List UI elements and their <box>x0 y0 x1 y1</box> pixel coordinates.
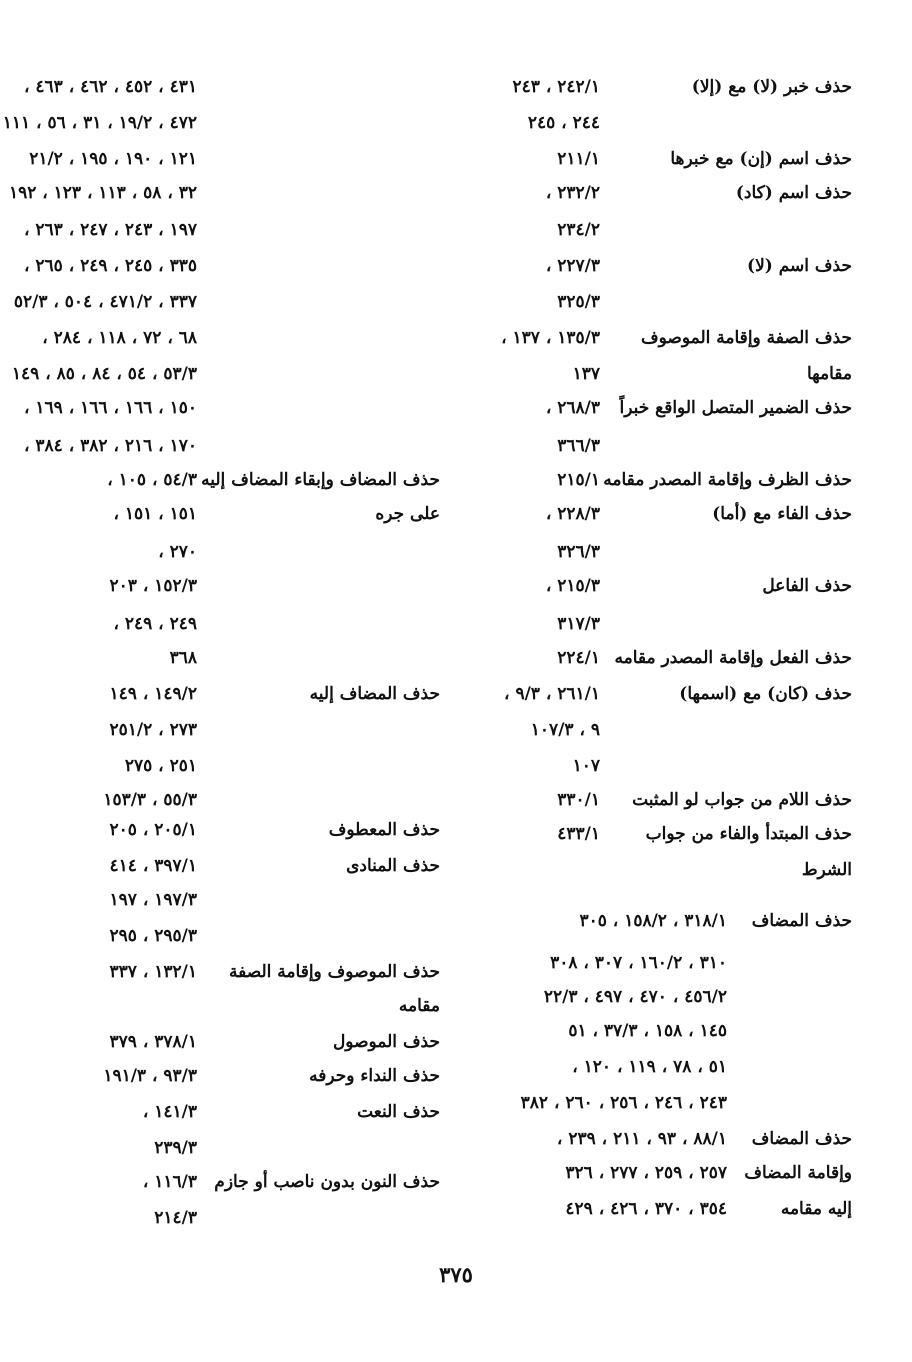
index-page-refs: ٢٤٩ ، ٢٤٩ ، <box>113 614 197 634</box>
index-term: حذف الصفة وإقامة الموصوف <box>641 328 852 348</box>
index-page-refs: ٣٣٥ ، ٢٤٥ ، ٢٤٩ ، ٢٦٥ ، <box>23 256 197 276</box>
index-page-refs: ٢٧٣ ، ٢٥١/٢ <box>109 720 197 740</box>
index-page-refs: ٣٦٨ <box>169 648 197 668</box>
index-term: حذف الفاعل <box>762 576 852 596</box>
index-page-refs: ٢٢٨/٣ ، <box>545 504 600 524</box>
index-page-refs: ٢٢٤/١ <box>557 648 600 668</box>
index-page-refs: ١٣٥/٣ ، ١٣٧ ، <box>501 328 600 348</box>
page-number: ٣٧٥ <box>439 1262 473 1287</box>
index-term: مقامه <box>398 996 440 1016</box>
index-page-refs: ١٩٧ ، ٢٤٣ ، ٢٤٧ ، ٢٦٣ ، <box>23 220 197 240</box>
index-term: حذف المضاف <box>751 1129 852 1149</box>
index-page-refs: ٢٤٢/١ ، ٢٤٣ <box>512 77 600 97</box>
index-term: حذف المضاف وإبقاء المضاف إليه <box>201 470 440 490</box>
index-term: حذف الموصول <box>332 1032 440 1052</box>
index-page-refs: ٣٧٨/١ ، ٣٧٩ <box>109 1032 197 1052</box>
index-page-refs: ٢٩٥/٣ ، ٢٩٥ <box>109 926 197 946</box>
index-term: حذف اسم (إن) مع خبرها <box>670 149 852 169</box>
index-term: حذف المعطوف <box>328 820 440 840</box>
index-page-refs: ٥٣/٣ ، ٥٤ ، ٨٤ ، ٨٥ ، ١٤٩ <box>11 364 197 384</box>
index-page-refs: ٢٧٠ ، <box>158 542 197 562</box>
index-page-refs: ٢٤٣ ، ٢٤٦ ، ٢٥٦ ، ٢٦٠ ، ٣٨٢ <box>520 1093 727 1113</box>
index-page-refs: ٦٨ ، ٧٢ ، ١١٨ ، ٢٨٤ ، <box>42 328 197 348</box>
index-page-refs: ٢١٥/١ <box>557 470 600 490</box>
index-page-refs: ٣٥٤ ، ٣٧٠ ، ٤٢٦ ، ٤٢٩ <box>565 1199 727 1219</box>
index-term: مقامها <box>806 364 852 384</box>
index-page-refs: ١٤٩/٢ ، ١٤٩ <box>109 684 197 704</box>
index-page-refs: ٣٣٧ ، ٤٧١/٢ ، ٥٠٤ ، ٥٢/٣ <box>13 292 197 312</box>
index-page-refs: ٢٣٢/٢ ، <box>545 183 600 203</box>
index-page-refs: ٢٦١/١ ، ٩/٣ ، <box>504 684 600 704</box>
index-page-refs: ١٣٢/١ ، ٣٣٧ <box>109 962 197 982</box>
index-term: حذف اسم (لا) <box>747 256 852 276</box>
index-page-refs: ٣٢ ، ٥٨ ، ١١٣ ، ١٢٣ ، ١٩٢ <box>8 183 197 203</box>
index-page-refs: ١٣٧ <box>572 364 600 384</box>
index-page-refs: ٢٠٥/١ ، ٢٠٥ <box>109 820 197 840</box>
index-term: على جره <box>375 504 440 524</box>
index-page-refs: ٣١٨/١ ، ١٥٨/٢ ، ٣٠٥ <box>579 911 727 931</box>
index-page-refs: ٤٧٢ ، ١٩/٢ ، ٣١ ، ٥٦ ، ١١١ <box>2 113 197 133</box>
index-page-refs: ٥١ ، ٧٨ ، ١١٩ ، ١٢٠ ، <box>572 1057 727 1077</box>
index-page-refs: ٥٥/٣ ، ١٥٣/٣ <box>103 790 197 810</box>
index-page-refs: ٩٣/٣ ، ١٩١/٣ <box>103 1066 197 1086</box>
index-page-refs: ٤٥٦/٢ ، ٤٧٠ ، ٤٩٧ ، ٢٢/٣ <box>543 987 727 1007</box>
index-page-refs: ٣٩٧/١ ، ٤١٤ <box>109 856 197 876</box>
index-term: الشرط <box>801 860 852 880</box>
index-term: حذف (كان) مع (اسمها) <box>679 684 852 704</box>
index-page-refs: ٣٣٠/١ <box>557 790 600 810</box>
index-term: حذف اللام من جواب لو المثبت <box>632 790 852 810</box>
index-page-refs: ٢٤٤ ، ٢٤٥ <box>527 113 600 133</box>
index-page-refs: ٢١٤/٣ <box>154 1208 197 1228</box>
index-page-refs: ٤٣٣/١ <box>557 824 600 844</box>
index-term: حذف المبتدأ والفاء من جواب <box>645 824 852 844</box>
index-term: إليه مقامه <box>780 1199 852 1219</box>
index-page-refs: ١٧٠ ، ٢١٦ ، ٣٨٢ ، ٣٨٤ ، <box>23 436 197 456</box>
index-page-refs: ٩ ، ١٠٧/٣ <box>530 720 600 740</box>
index-term: حذف الظرف وإقامة المصدر مقامه <box>603 470 852 490</box>
index-page-refs: ١٩٧/٣ ، ١٩٧ <box>109 890 197 910</box>
index-page-refs: ٢٥١ ، ٢٧٥ <box>124 756 197 776</box>
index-page-refs: ١٥٠ ، ١٦٦ ، ١٦٦ ، ١٦٩ ، <box>23 398 197 418</box>
index-page-refs: ٣١٧/٣ <box>557 614 600 634</box>
index-term: حذف اسم (كاد) <box>735 183 852 203</box>
index-term: حذف الفعل وإقامة المصدر مقامه <box>614 648 852 668</box>
index-page-refs: ٣٢٦/٣ <box>557 542 600 562</box>
index-term: حذف المضاف إليه <box>309 684 440 704</box>
index-page-refs: ٣١٠ ، ١٦٠/٢ ، ٣٠٧ ، ٣٠٨ <box>550 953 727 973</box>
index-page-refs: ١٠٧ <box>572 756 600 776</box>
index-page-refs: ٣٦٦/٣ <box>557 436 600 456</box>
index-term: وإقامة المضاف <box>744 1163 852 1183</box>
index-term: حذف الفاء مع (أما) <box>712 504 852 524</box>
index-term: حذف الموصوف وإقامة الصفة <box>229 962 440 982</box>
index-page-refs: ٢١١/١ <box>557 149 600 169</box>
index-page-refs: ٣٢٥/٣ <box>557 292 600 312</box>
index-term: حذف خبر (لا) مع (إلا) <box>691 77 852 97</box>
index-page-refs: ١٢١ ، ١٩٠ ، ١٩٥ ، ٢١/٢ <box>29 149 197 169</box>
index-page-refs: ١٤٥ ، ١٥٨ ، ٣٧/٣ ، ٥١ <box>568 1021 727 1041</box>
index-page-refs: ١١٦/٣ ، <box>142 1172 197 1192</box>
index-page-refs: ٢٦٨/٣ ، <box>545 398 600 418</box>
index-page-refs: ٨٨/١ ، ٩٣ ، ٢١١ ، ٢٣٩ ، <box>556 1129 727 1149</box>
index-page-refs: ٢٣٩/٣ <box>154 1138 197 1158</box>
index-page-refs: ٢٣٤/٢ <box>557 220 600 240</box>
index-page-refs: ٢٥٧ ، ٢٥٩ ، ٢٧٧ ، ٣٢٦ <box>565 1163 727 1183</box>
index-page-refs: ٥٤/٣ ، ١٠٥ ، <box>107 470 197 490</box>
index-page-refs: ١٤١/٣ ، <box>142 1102 197 1122</box>
index-page-refs: ٢٢٧/٣ ، <box>545 256 600 276</box>
index-term: حذف النون بدون ناصب أو جازم <box>214 1172 440 1192</box>
index-term: حذف المنادى <box>346 856 440 876</box>
index-term: حذف النعت <box>357 1102 440 1122</box>
index-term: حذف النداء وحرفه <box>309 1066 440 1086</box>
index-page-refs: ٢١٥/٣ ، <box>545 576 600 596</box>
index-page-refs: ١٥٢/٣ ، ٢٠٣ <box>109 576 197 596</box>
index-term: حذف المضاف <box>751 911 852 931</box>
index-term: حذف الضمير المتصل الواقع خبراً <box>619 398 852 418</box>
index-page-refs: ١٥١ ، ١٥١ ، <box>113 504 197 524</box>
index-page-refs: ٤٣١ ، ٤٥٢ ، ٤٦٢ ، ٤٦٣ ، <box>23 77 197 97</box>
